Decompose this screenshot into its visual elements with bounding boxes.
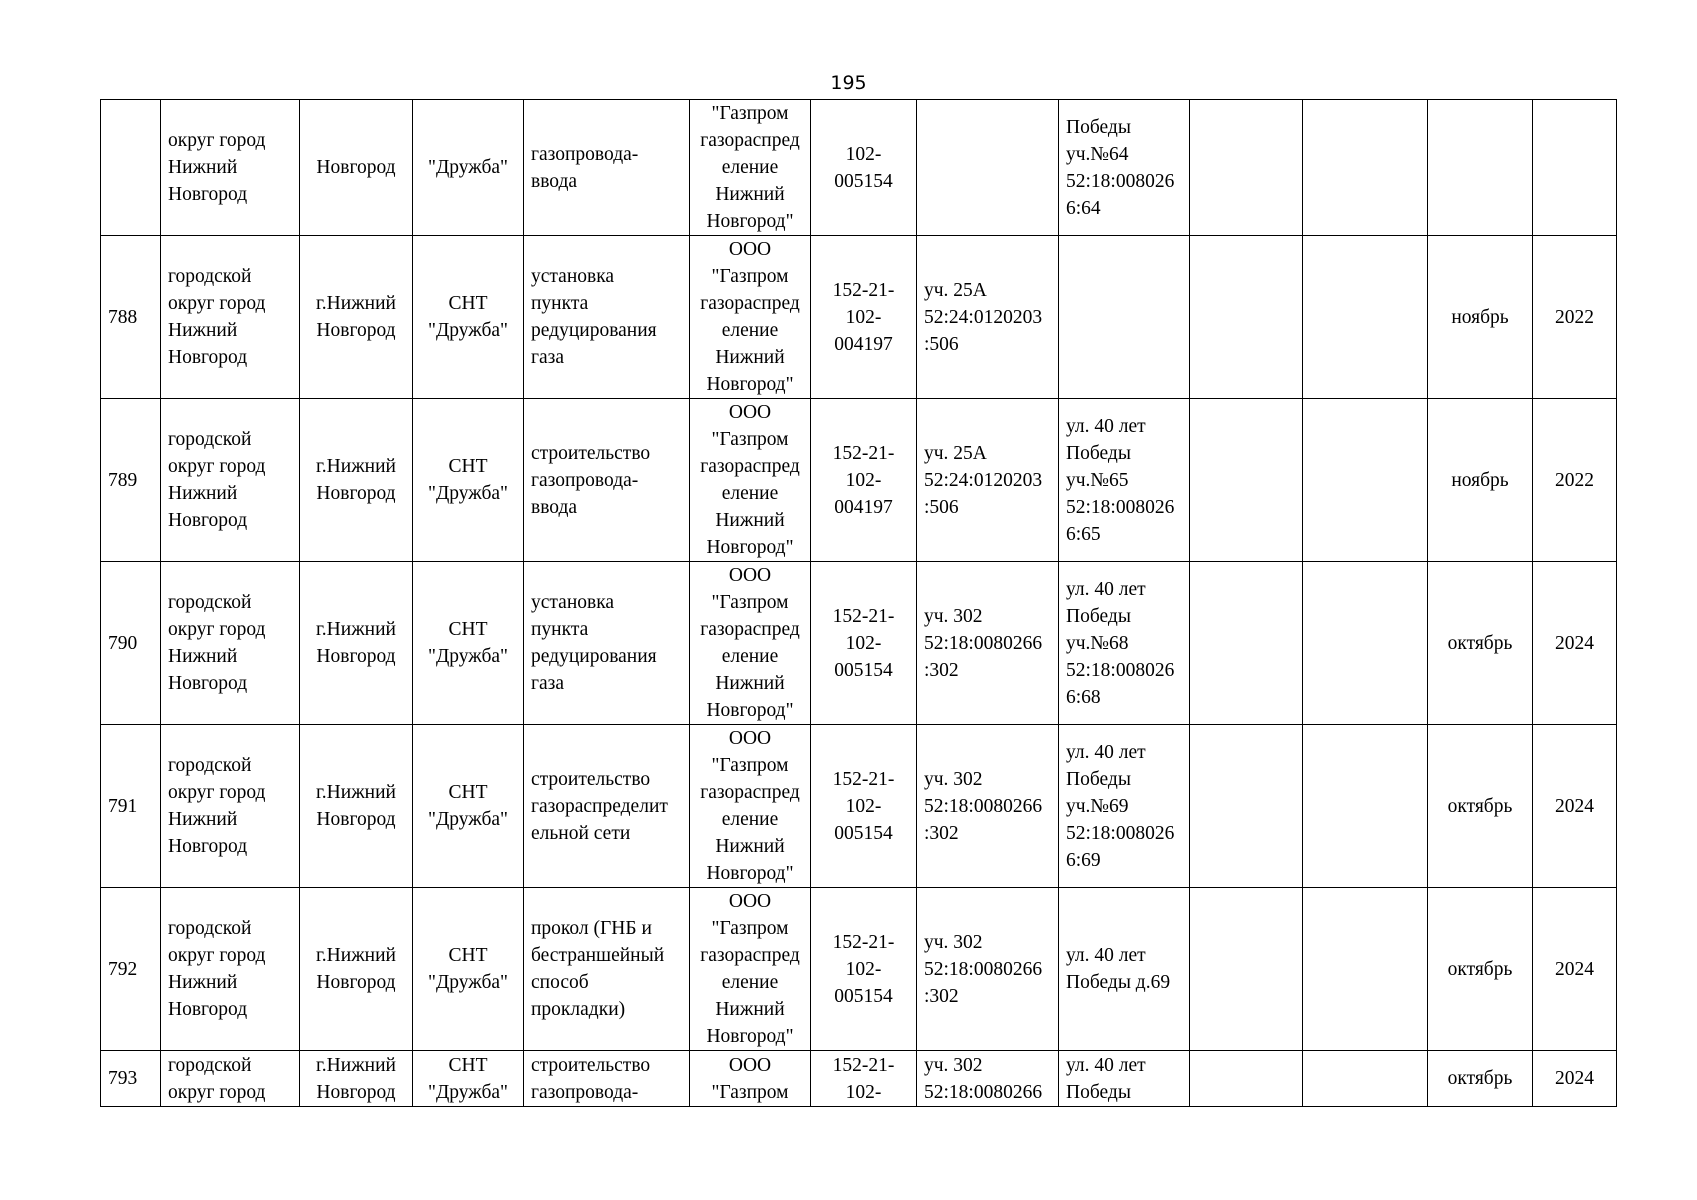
address-cell-line: уч.№65	[1066, 469, 1129, 491]
contract-code-cell-line: 004197	[834, 333, 893, 355]
address-cell-line: Победы	[1066, 442, 1131, 464]
organization-cell	[690, 888, 811, 1051]
city-cell-line: г.Нижний	[316, 456, 396, 477]
snt-cell-line: "Дружба"	[428, 646, 508, 667]
empty-cell-b	[1303, 399, 1428, 562]
contract-code-cell-line: 005154	[834, 822, 893, 844]
plot-cell-line: 52:18:0080266	[924, 795, 1043, 817]
work-type-cell-line: газопровода-	[531, 143, 639, 165]
plot-cell-line: уч. 302	[924, 1054, 983, 1076]
plot-cell-line: 52:18:0080266	[924, 632, 1043, 654]
work-type-cell-line: установка	[531, 592, 615, 613]
district-cell-line: городской	[168, 429, 252, 450]
empty-cell-b	[1303, 236, 1428, 399]
city-cell-line: г.Нижний	[316, 293, 396, 314]
district-cell	[161, 399, 300, 562]
district-cell-line: округ город	[168, 1081, 266, 1103]
plot-cell	[917, 1051, 1059, 1107]
organization-cell-line: ООО	[728, 1054, 772, 1076]
organization-cell-line: Нижний	[715, 510, 785, 531]
organization-cell-line: газораспред	[700, 293, 800, 314]
organization-cell-line: ООО	[728, 565, 772, 586]
contract-code-cell	[811, 725, 917, 888]
table-row	[101, 562, 1617, 725]
plot-cell-line: 52:24:0120203	[924, 469, 1043, 491]
district-cell-line: округ город	[168, 619, 266, 640]
work-type-cell-line: газопровода-	[531, 1081, 639, 1103]
empty-cell-a	[1190, 725, 1303, 888]
empty-cell-a	[1190, 236, 1303, 399]
address-cell-line: ул. 40 лет	[1066, 945, 1146, 966]
contract-code-cell-line: 152-21-	[832, 1054, 895, 1076]
table-row	[101, 725, 1617, 888]
plot-cell	[917, 100, 1059, 236]
organization-cell-line: ООО	[728, 728, 772, 749]
organization-cell-line: Нижний	[715, 999, 785, 1020]
snt-cell	[413, 1051, 524, 1107]
city-cell-line: Новгород	[316, 1081, 396, 1103]
address-cell	[1059, 100, 1190, 236]
organization-cell-line: Нижний	[715, 347, 785, 368]
row-number-cell: 789	[101, 399, 161, 562]
year-cell: 2024	[1533, 1051, 1617, 1107]
plot-cell-line: 52:18:0080266	[924, 958, 1043, 980]
work-type-cell-line: пункта	[531, 619, 589, 640]
work-type-cell-line: редуцирования	[531, 320, 657, 341]
address-cell	[1059, 236, 1190, 399]
month-cell: октябрь	[1428, 1051, 1533, 1107]
plot-cell-line: 52:18:0080266	[924, 1081, 1043, 1103]
contract-code-cell-line: 005154	[834, 985, 893, 1007]
work-type-cell	[524, 888, 690, 1051]
month-cell: ноябрь	[1428, 236, 1533, 399]
work-type-cell-line: газопровода-	[531, 469, 639, 491]
organization-cell-line: Новгород"	[706, 374, 794, 395]
organization-cell-line: газораспред	[700, 456, 800, 477]
year-cell: 2024	[1533, 888, 1617, 1051]
contract-code-cell-line: 102-	[845, 795, 882, 817]
organization-cell-line: "Газпром	[711, 592, 789, 613]
contract-code-cell-line: 152-21-	[832, 931, 895, 953]
work-type-cell-line: газа	[531, 673, 565, 694]
snt-cell-line: СНТ	[448, 456, 488, 477]
empty-cell-a	[1190, 100, 1303, 236]
contract-code-cell-line: 005154	[834, 170, 893, 192]
organization-cell-line: "Газпром	[711, 755, 789, 776]
empty-cell-b	[1303, 100, 1428, 236]
address-cell-line: уч.№68	[1066, 632, 1129, 654]
contract-code-cell	[811, 399, 917, 562]
plot-cell-line: уч. 25А	[924, 442, 987, 464]
district-cell-line: Новгород	[168, 184, 248, 205]
work-type-cell-line: ввода	[531, 496, 578, 518]
address-cell-line: Победы	[1066, 605, 1131, 627]
month-cell: октябрь	[1428, 562, 1533, 725]
plot-cell	[917, 236, 1059, 399]
month-cell: октябрь	[1428, 725, 1533, 888]
organization-cell	[690, 725, 811, 888]
district-cell	[161, 100, 300, 236]
district-cell	[161, 1051, 300, 1107]
work-type-cell	[524, 399, 690, 562]
organization-cell-line: Нижний	[715, 184, 785, 205]
district-cell-line: Новгород	[168, 673, 248, 694]
year-cell: 2022	[1533, 399, 1617, 562]
city-cell-line: Новгород	[316, 646, 396, 667]
organization-cell-line: Новгород"	[706, 863, 794, 884]
city-cell-line: г.Нижний	[316, 782, 396, 803]
contract-code-cell	[811, 236, 917, 399]
organization-cell-line: еление	[721, 646, 779, 667]
contract-code-cell-line: 102-	[845, 1081, 882, 1103]
month-cell: октябрь	[1428, 888, 1533, 1051]
contract-code-cell	[811, 888, 917, 1051]
address-cell-line: ул. 40 лет	[1066, 1054, 1146, 1076]
organization-cell	[690, 562, 811, 725]
organization-cell-line: газораспред	[700, 945, 800, 966]
empty-cell-a	[1190, 562, 1303, 725]
work-type-cell	[524, 725, 690, 888]
city-cell	[300, 888, 413, 1051]
month-cell: ноябрь	[1428, 399, 1533, 562]
plot-cell-line: :302	[924, 985, 959, 1007]
district-cell-line: Новгород	[168, 836, 248, 857]
plot-cell-line: уч. 302	[924, 768, 983, 790]
table-row	[101, 100, 1617, 236]
plot-cell-line: уч. 25А	[924, 279, 987, 301]
address-cell-line: ул. 40 лет	[1066, 578, 1146, 600]
organization-cell-line: газораспред	[700, 782, 800, 803]
snt-cell-line: "Дружба"	[428, 809, 508, 830]
plot-cell-line: уч. 302	[924, 605, 983, 627]
registry-table	[100, 99, 1617, 1107]
address-cell	[1059, 888, 1190, 1051]
work-type-cell-line: газораспределит	[531, 795, 668, 817]
organization-cell-line: еление	[721, 157, 779, 178]
district-cell-line: Нижний	[168, 646, 238, 667]
organization-cell-line: "Газпром	[711, 429, 789, 450]
district-cell-line: городской	[168, 266, 252, 287]
work-type-cell	[524, 562, 690, 725]
city-cell-line: Новгород	[316, 483, 396, 504]
organization-cell-line: Новгород"	[706, 1026, 794, 1047]
snt-cell-line: "Дружба"	[428, 157, 508, 178]
work-type-cell-line: пункта	[531, 293, 589, 314]
contract-code-cell-line: 004197	[834, 496, 893, 518]
organization-cell-line: Новгород"	[706, 537, 794, 558]
table-row	[101, 236, 1617, 399]
city-cell-line: г.Нижний	[316, 1054, 396, 1076]
work-type-cell	[524, 100, 690, 236]
address-cell-line: 52:18:008026	[1066, 496, 1175, 518]
district-cell-line: Нижний	[168, 320, 238, 341]
organization-cell-line: газораспред	[700, 130, 800, 151]
address-cell-line: 52:18:008026	[1066, 822, 1175, 844]
address-cell-line: уч.№69	[1066, 795, 1129, 817]
address-cell-line: ул. 40 лет	[1066, 741, 1146, 763]
snt-cell-line: СНТ	[448, 945, 488, 966]
empty-cell-a	[1190, 888, 1303, 1051]
plot-cell	[917, 725, 1059, 888]
organization-cell-line: еление	[721, 972, 779, 993]
organization-cell-line: "Газпром	[711, 918, 789, 939]
address-cell	[1059, 1051, 1190, 1107]
plot-cell	[917, 888, 1059, 1051]
snt-cell-line: "Дружба"	[428, 972, 508, 993]
work-type-cell-line: ельной сети	[531, 822, 631, 844]
work-type-cell-line: строительство	[531, 1054, 651, 1076]
address-cell-line: ул. 40 лет	[1066, 415, 1146, 437]
snt-cell-line: СНТ	[448, 293, 488, 314]
organization-cell	[690, 399, 811, 562]
organization-cell-line: еление	[721, 320, 779, 341]
organization-cell-line: "Газпром	[711, 266, 789, 287]
contract-code-cell-line: 102-	[845, 469, 882, 491]
work-type-cell-line: ввода	[531, 170, 578, 192]
row-number-cell: 792	[101, 888, 161, 1051]
year-cell: 2024	[1533, 725, 1617, 888]
city-cell	[300, 100, 413, 236]
district-cell-line: городской	[168, 592, 252, 613]
district-cell	[161, 725, 300, 888]
month-cell	[1428, 100, 1533, 236]
row-number-cell: 788	[101, 236, 161, 399]
page-number: 195	[830, 72, 867, 94]
contract-code-cell-line: 152-21-	[832, 279, 895, 301]
city-cell-line: г.Нижний	[316, 619, 396, 640]
table-row	[101, 1051, 1617, 1107]
city-cell-line: г.Нижний	[316, 945, 396, 966]
address-cell	[1059, 562, 1190, 725]
empty-cell-b	[1303, 725, 1428, 888]
snt-cell	[413, 236, 524, 399]
organization-cell-line: газораспред	[700, 619, 800, 640]
snt-cell-line: "Дружба"	[428, 1081, 508, 1103]
district-cell-line: округ город	[168, 945, 266, 966]
district-cell	[161, 236, 300, 399]
work-type-cell-line: прокол (ГНБ и	[531, 918, 652, 939]
plot-cell-line: :506	[924, 496, 959, 518]
snt-cell	[413, 562, 524, 725]
work-type-cell	[524, 236, 690, 399]
contract-code-cell	[811, 562, 917, 725]
address-cell-line: Победы	[1066, 116, 1131, 138]
city-cell-line: Новгород	[316, 972, 396, 993]
work-type-cell-line: строительство	[531, 442, 651, 464]
work-type-cell-line: прокладки)	[531, 999, 626, 1020]
organization-cell-line: еление	[721, 483, 779, 504]
organization-cell-line: Новгород"	[706, 700, 794, 721]
district-cell-line: Новгород	[168, 999, 248, 1020]
district-cell-line: округ город	[168, 782, 266, 803]
district-cell-line: Нижний	[168, 972, 238, 993]
contract-code-cell-line: 102-	[845, 143, 882, 165]
work-type-cell-line: газа	[531, 347, 565, 368]
district-cell-line: городской	[168, 1054, 252, 1076]
address-cell-line: 6:65	[1066, 523, 1101, 545]
district-cell	[161, 888, 300, 1051]
city-cell-line: Новгород	[316, 809, 396, 830]
row-number-cell: 790	[101, 562, 161, 725]
empty-cell-b	[1303, 562, 1428, 725]
address-cell-line: Победы д.69	[1066, 972, 1171, 993]
address-cell-line: Победы	[1066, 768, 1131, 790]
city-cell	[300, 562, 413, 725]
address-cell-line: 52:18:008026	[1066, 170, 1175, 192]
contract-code-cell-line: 152-21-	[832, 768, 895, 790]
contract-code-cell-line: 152-21-	[832, 605, 895, 627]
organization-cell	[690, 1051, 811, 1107]
city-cell-line: Новгород	[316, 157, 396, 178]
address-cell-line: 6:64	[1066, 197, 1101, 219]
address-cell	[1059, 399, 1190, 562]
year-cell	[1533, 100, 1617, 236]
city-cell	[300, 236, 413, 399]
work-type-cell-line: установка	[531, 266, 615, 287]
address-cell-line: 6:68	[1066, 686, 1101, 708]
city-cell	[300, 1051, 413, 1107]
contract-code-cell-line: 102-	[845, 306, 882, 328]
contract-code-cell	[811, 100, 917, 236]
organization-cell-line: еление	[721, 809, 779, 830]
work-type-cell-line: редуцирования	[531, 646, 657, 667]
work-type-cell	[524, 1051, 690, 1107]
plot-cell-line: :302	[924, 822, 959, 844]
address-cell	[1059, 725, 1190, 888]
address-cell-line: уч.№64	[1066, 143, 1129, 165]
organization-cell-line: ООО	[728, 891, 772, 912]
address-cell-line: 52:18:008026	[1066, 659, 1175, 681]
row-number-cell	[101, 100, 161, 236]
snt-cell	[413, 399, 524, 562]
district-cell-line: Новгород	[168, 347, 248, 368]
contract-code-cell-line: 152-21-	[832, 442, 895, 464]
district-cell-line: городской	[168, 918, 252, 939]
organization-cell	[690, 236, 811, 399]
table-row	[101, 399, 1617, 562]
organization-cell-line: Новгород"	[706, 211, 794, 232]
district-cell-line: округ город	[168, 293, 266, 314]
contract-code-cell-line: 102-	[845, 958, 882, 980]
empty-cell-b	[1303, 1051, 1428, 1107]
plot-cell-line: 52:24:0120203	[924, 306, 1043, 328]
snt-cell-line: "Дружба"	[428, 320, 508, 341]
plot-cell	[917, 399, 1059, 562]
contract-code-cell-line: 005154	[834, 659, 893, 681]
snt-cell	[413, 888, 524, 1051]
empty-cell-a	[1190, 1051, 1303, 1107]
city-cell	[300, 725, 413, 888]
plot-cell-line: уч. 302	[924, 931, 983, 953]
organization-cell	[690, 100, 811, 236]
plot-cell	[917, 562, 1059, 725]
organization-cell-line: Нижний	[715, 673, 785, 694]
city-cell-line: Новгород	[316, 320, 396, 341]
year-cell: 2024	[1533, 562, 1617, 725]
work-type-cell-line: строительство	[531, 768, 651, 790]
district-cell-line: Нижний	[168, 157, 238, 178]
snt-cell	[413, 100, 524, 236]
address-cell-line: Победы	[1066, 1081, 1131, 1103]
address-cell-line: 6:69	[1066, 849, 1101, 871]
district-cell-line: округ город	[168, 130, 266, 151]
table-row	[101, 888, 1617, 1051]
district-cell-line: городской	[168, 755, 252, 776]
snt-cell-line: СНТ	[448, 782, 488, 803]
contract-code-cell-line: 102-	[845, 632, 882, 654]
district-cell-line: Новгород	[168, 510, 248, 531]
snt-cell	[413, 725, 524, 888]
plot-cell-line: :506	[924, 333, 959, 355]
district-cell-line: округ город	[168, 456, 266, 477]
plot-cell-line: :302	[924, 659, 959, 681]
district-cell-line: Нижний	[168, 483, 238, 504]
organization-cell-line: Нижний	[715, 836, 785, 857]
row-number-cell: 791	[101, 725, 161, 888]
organization-cell-line: ООО	[728, 239, 772, 260]
snt-cell-line: СНТ	[448, 1054, 488, 1076]
empty-cell-b	[1303, 888, 1428, 1051]
organization-cell-line: "Газпром	[711, 1081, 789, 1103]
snt-cell-line: СНТ	[448, 619, 488, 640]
snt-cell-line: "Дружба"	[428, 483, 508, 504]
city-cell	[300, 399, 413, 562]
work-type-cell-line: бестраншейный	[531, 945, 665, 966]
organization-cell-line: "Газпром	[711, 103, 789, 124]
empty-cell-a	[1190, 399, 1303, 562]
district-cell	[161, 562, 300, 725]
year-cell: 2022	[1533, 236, 1617, 399]
organization-cell-line: ООО	[728, 402, 772, 423]
work-type-cell-line: способ	[531, 972, 589, 993]
district-cell-line: Нижний	[168, 809, 238, 830]
contract-code-cell	[811, 1051, 917, 1107]
row-number-cell: 793	[101, 1051, 161, 1107]
